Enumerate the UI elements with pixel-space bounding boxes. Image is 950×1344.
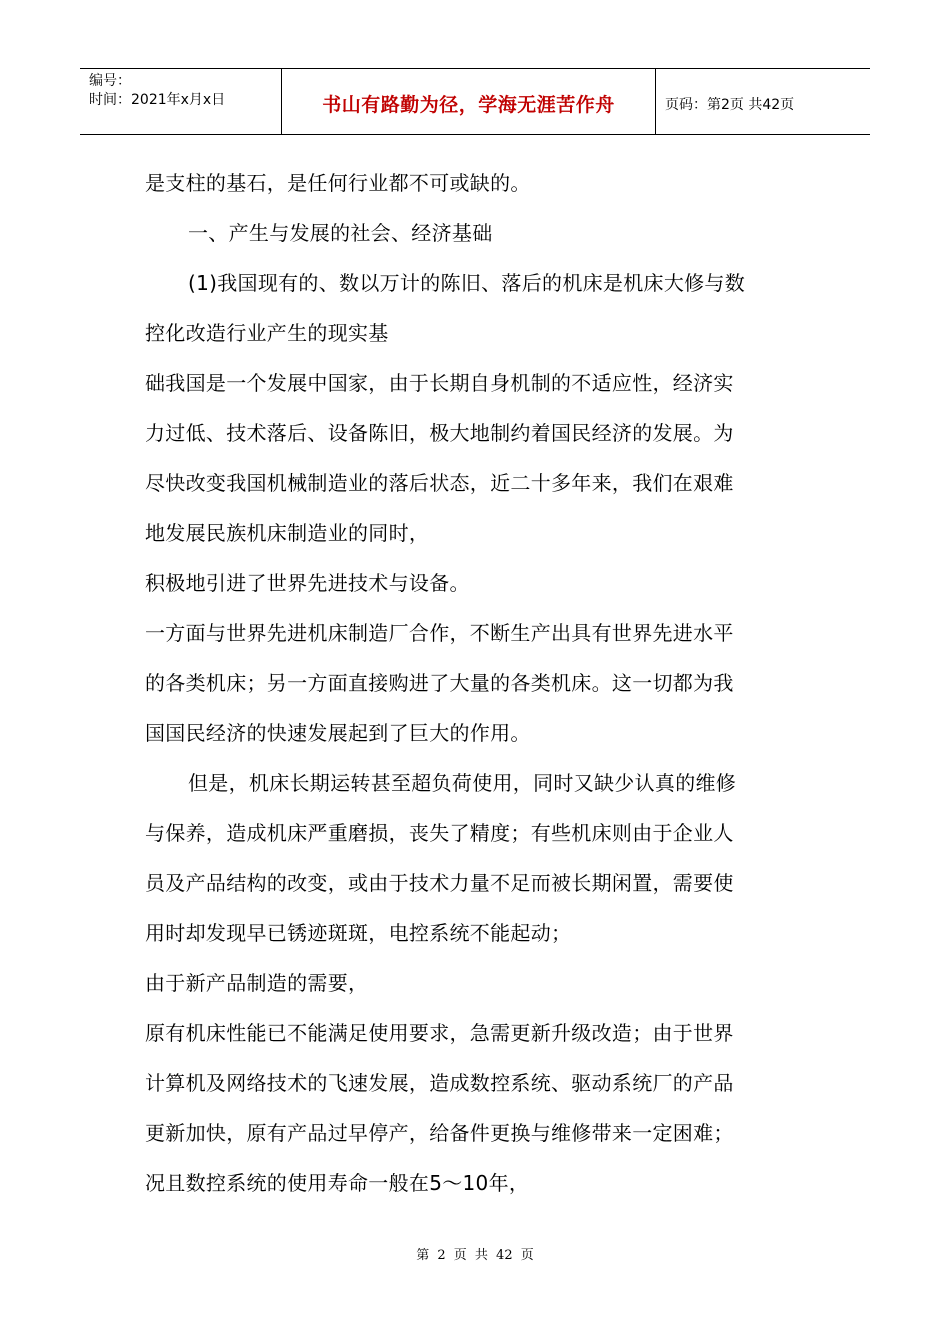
- body-line: 但是，机床长期运转甚至超负荷使用，同时又缺少认真的维修: [188, 771, 737, 795]
- body-line: 计算机及网络技术的飞速发展，造成数控系统、驱动系统厂的产品: [145, 1071, 734, 1095]
- body-line: (1)我国现有的、数以万计的陈旧、落后的机床是机床大修与数: [188, 271, 746, 295]
- body-line: 况且数控系统的使用寿命一般在5～10年，: [145, 1171, 530, 1195]
- body-line: 原有机床性能已不能满足使用要求，急需更新升级改造；由于世界: [145, 1021, 734, 1045]
- document-time-label: 时间：2021年x月x日: [89, 92, 226, 108]
- body-line: 更新加快，原有产品过早停产，给备件更换与维修带来一定困难；: [145, 1121, 734, 1145]
- body-line: 地发展民族机床制造业的同时，: [145, 521, 430, 545]
- body-line: 的各类机床；另一方面直接购进了大量的各类机床。这一切都为我: [145, 671, 734, 695]
- section-heading: 一、产生与发展的社会、经济基础: [188, 221, 493, 245]
- body-line: 员及产品结构的改变，或由于技术力量不足而被长期闲置，需要使: [145, 871, 734, 895]
- body-line: 由于新产品制造的需要，: [145, 971, 369, 995]
- body-line: 力过低、技术落后、设备陈旧，极大地制约着国民经济的发展。为: [145, 421, 734, 445]
- header-page-info: 页码：第2页 共42页: [665, 96, 795, 113]
- document-header: [80, 68, 870, 135]
- document-number-label: 编号：: [89, 73, 131, 89]
- body-line: 尽快改变我国机械制造业的落后状态，近二十多年来，我们在艰难: [145, 471, 734, 495]
- document-body: [145, 158, 810, 1208]
- body-line: 国国民经济的快速发展起到了巨大的作用。: [145, 721, 531, 745]
- body-line: 与保养，造成机床严重磨损，丧失了精度；有些机床则由于企业人: [145, 821, 734, 845]
- body-line: 是支柱的基石，是任何行业都不可或缺的。: [145, 171, 531, 195]
- body-line: 础我国是一个发展中国家，由于长期自身机制的不适应性，经济实: [145, 371, 734, 395]
- page-footer: 第 2 页 共 42 页: [416, 1248, 534, 1263]
- header-motto: 书山有路勤为径，学海无涯苦作舟: [282, 69, 656, 134]
- body-line: 积极地引进了世界先进技术与设备。: [145, 571, 470, 595]
- header-info-cell: [80, 69, 282, 134]
- body-line: 一方面与世界先进机床制造厂合作，不断生产出具有世界先进水平: [145, 621, 734, 645]
- body-line: 控化改造行业产生的现实基: [145, 321, 389, 345]
- body-line: 用时却发现早已锈迹斑斑，电控系统不能起动；: [145, 921, 572, 945]
